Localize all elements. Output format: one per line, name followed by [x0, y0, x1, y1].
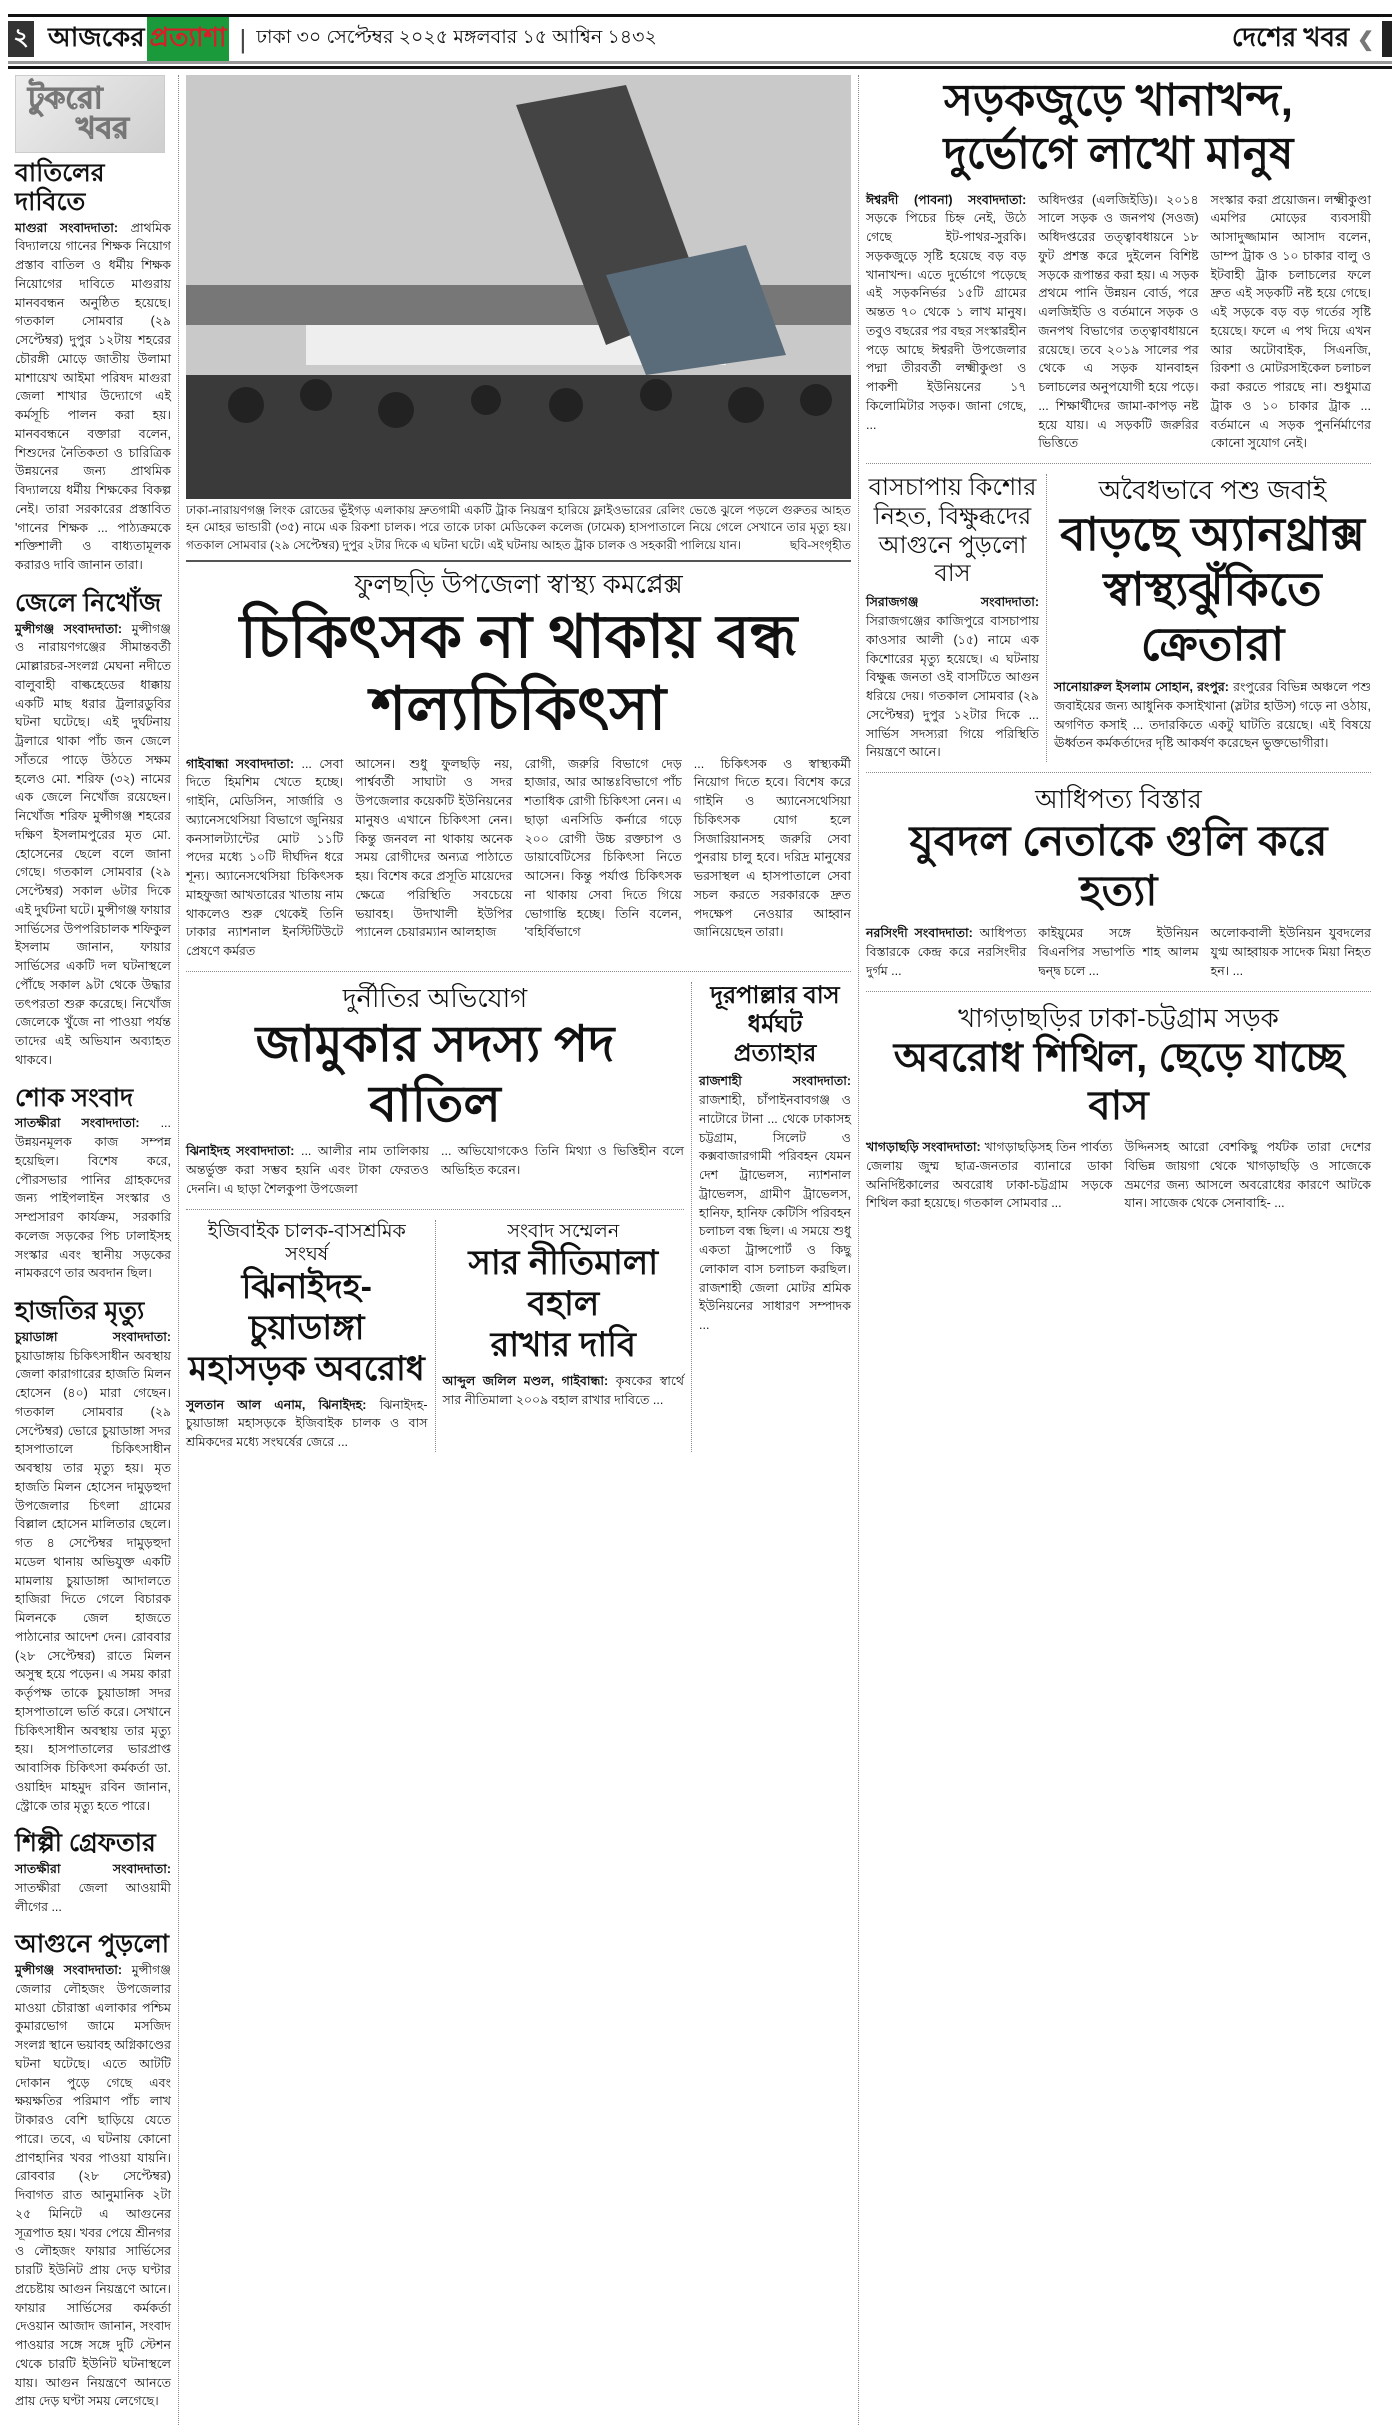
story-body: ঝিনাইদহ-চুয়াডাঙ্গা মহাসড়কে ইজিবাইক চালক ও বাস শ্রমিকদের মধ্যে সংঘর্ষের জেরে ...	[186, 1397, 428, 1450]
headline: বাসচাপায় কিশোর	[868, 474, 1037, 502]
lower-middle-main	[186, 982, 691, 1452]
page-number: ২	[8, 21, 34, 57]
byline: সানোয়ারুল ইসলাম সোহান, রংপুর:	[1054, 680, 1229, 695]
headline: ধর্মঘট	[747, 1010, 803, 1038]
story-jubodal	[866, 783, 1371, 981]
divider	[186, 1209, 684, 1210]
story-body: ... চিকিৎসক ও স্বাস্থ্যকর্মী নিয়োগ দিতে হবে। বিশেষ করে গাইনি ও অ্যানেসথেসিয়া চিকিৎসক যোগ হলে সিজারিয়ানসহ জরুরি সেবা পুনরায় চালু হবে। দরিদ্র মানুষের ভরসাস্থল এ হাসপাতালে সেবা সচল করতে সরকারকে দ্রুত পদক্ষেপ নেওয়ার আহ্বান জানিয়েছেন তারা।	[693, 756, 851, 940]
brief-headline: হাজতির মৃত্যু	[15, 1297, 145, 1325]
byline: গাইবান্ধা সংবাদদাতা:	[186, 756, 295, 771]
story-body: সড়কে পিচের চিহ্ন নেই, উঠে গেছে ইট-পাথর-সুরকি। সড়কজুড়ে সৃষ্টি হয়েছে বড় বড় খানাখন্দ। এতে দুর্ভোগে পড়েছে এই সড়কনির্ভর ১৫টি গ্রামের অন্তত ৭০ থেকে ১ লাখ মানুষ। তবুও বছরের পর বছর সংস্কারহীন পড়ে আছে ঈশ্বরদী উপজেলার পদ্মা তীরবর্তী লক্ষ্মীকুণ্ডা ও পাকশী ইউনিয়নের ১৭ কিলোমিটার সড়ক। জানা গেছে, ...	[866, 211, 1027, 432]
bottom-middle-row	[186, 1220, 684, 1452]
divider	[186, 560, 851, 562]
byline: সাতক্ষীরা সংবাদদাতা:	[15, 1862, 171, 1876]
story-body: রোগী, জরুরি বিভাগে দেড় হাজার, আর আন্তঃবিভাগে পাঁচ শতাধিক রোগী চিকিৎসা নেন। এ ছাড়া এনসিডি কর্নারে গড়ে ২০০ রোগী উচ্চ রক্তচাপ ও ডায়াবেটিসের চিকিৎসা নিতে আসেন। কিন্তু পর্যাপ্ত চিকিৎসক না থাকায় সেবা দিতে গিয়ে ভোগান্তি হচ্ছে। তিনি বলেন, 'বহির্বিভাগে	[524, 756, 682, 940]
brief-body: মুন্সীগঞ্জ জেলার লৌহজং উপজেলার মাওয়া চৌরাস্তা এলাকার পশ্চিম কুমারভোগ জামে মসজিদ সংলগ্ন স্থানে ভয়াবহ অগ্নিকাণ্ডের ঘটনা ঘটেছে। এতে আটটি দোকান পুড়ে গেছে এবং ক্ষয়ক্ষতির পরিমাণ পাঁচ লাখ টাকারও বেশি ছাড়িয়ে যেতে পারে। তবে, এ ঘটনায় কোনো প্রাণহানির খবর পাওয়া যায়নি। রোববার (২৮ সেপ্টেম্বর) দিবাগত রাত আনুমানিক ২টা ২৫ মিনিটে এ আগুনের সূত্রপাত হয়। খবর পেয়ে শ্রীনগর ও লৌহজং ফায়ার সার্ভিসের চারটি ইউনিট প্রায় দেড় ঘণ্টার প্রচেষ্টায় আগুন নিয়ন্ত্রণে আনে। ফায়ার সার্ভিসের কর্মকর্তা দেওয়ান আজাদ জানান, সংবাদ পাওয়ার সঙ্গে সঙ্গে দুটি স্টেশন থেকে চারটি ইউনিট ঘটনাস্থলে যায়। আগুন নিয়ন্ত্রণে আনতে প্রায় দেড় ঘণ্টা সময় লেগেছে।	[15, 1963, 171, 2409]
byline: ঝিনাইদহ সংবাদদাতা:	[186, 1144, 295, 1159]
headline: নিহত, বিক্ষুব্ধদের	[873, 502, 1032, 530]
byline: মুন্সীগঞ্জ সংবাদদাতা:	[15, 621, 123, 636]
section-marker	[1382, 21, 1392, 57]
headline: সার নীতিমালা বহাল	[468, 1244, 659, 1324]
kicker: দুর্নীতির অভিযোগ	[342, 982, 528, 1013]
kicker: ফুলছড়ি উপজেলা স্বাস্থ্য কমপ্লেক্স	[354, 569, 683, 600]
brief-item	[15, 589, 171, 1070]
story-kishore	[866, 474, 1046, 762]
story-body: আসেন। শুধু ফুলছড়ি নয়, পার্শ্ববর্তী সাঘাটা ও সদর উপজেলার কয়েকটি ইউনিয়নের মানুষও এখানে চিকিৎসা নেন। কিন্তু জনবল না থাকায় অনেক সময় রোগীদের অন্যত্র পাঠাতে হয়। বিশেষ করে প্রসূতি মায়েদের ক্ষেত্রে পরিস্থিতি সবচেয়ে ভয়াবহ। উদাখালী ইউপির প্যানেল চেয়ারম্যান আলহাজ	[355, 756, 513, 940]
headline: মহাসড়ক অবরোধ	[188, 1349, 425, 1388]
headline: শল্যচিকিৎসা	[370, 674, 667, 742]
byline: রাজশাহী সংবাদদাতা:	[699, 1074, 851, 1089]
banner-word: খবর	[76, 112, 129, 145]
kicker: অবৈধভাবে পশু জবাই	[1098, 475, 1327, 506]
lower-middle-row	[186, 982, 851, 1452]
story-anthrax	[1046, 474, 1371, 762]
logo-brand: প্রত্যাশা	[147, 17, 230, 61]
brief-item	[15, 1829, 171, 1916]
story-body: উদ্দিনসহ আরো বেশকিছু পর্যটক তারা দেশের বিভিন্ন জায়গা থেকে খাগড়াছড়ি ও সাজেকে ভ্রমণের জন্য আসলে অবরোধের কারণে আটকে যান। সাজেক থেকে সেনাবাহি- ...	[1124, 1140, 1371, 1211]
brief-body: ... উন্নয়নমূলক কাজ সম্পন্ন হয়েছিল। বিশেষ করে, পৌরসভার পানির গ্রাহকদের জন্য পাইপলাইন সংস্কার ও সম্প্রসারণ কার্যক্রম, সরকারি কলেজ সড়কের পিচ ঢালাইসহ সংস্কার এবং স্থানীয় সড়কের নামকরণে তার অবদান ছিল।	[15, 1116, 171, 1281]
story-body: অধিদপ্তর (এলজিইডি)। ২০১৪ সালে সড়ক ও জনপথ (সওজ) অধিদপ্তরের তত্ত্বাবধায়নে ১৮ ফুট প্রশস্ত করে দুইলেন বিশিষ্ট সড়কে রূপান্তর করা হয়। এ সড়ক প্রথমে পানি উন্নয়ন বোর্ড, পরে এলজিইডি ও বর্তমানে সড়ক ও জনপথ বিভাগের তত্ত্বাবধায়নে রয়েছে। তবে ২০১৯ সালের পর থেকে এ সড়ক যানবাহন চলাচলের অনুপযোগী হয়ে পড়ে। ... শিক্ষার্থীদের জামা-কাপড় নষ্ট হয়ে যায়। এ সড়কটি জরুরির ভিত্তিতে	[1038, 192, 1199, 451]
section-title: দেশের খবর	[1231, 22, 1350, 52]
story-body: ... আলীর নাম তালিকায় অন্তর্ভুক্ত করা সম্ভব হয়নি এবং টাকা ফেরতও দেননি। এ ছাড়া শৈলকুপা উপজেলা	[186, 1144, 429, 1196]
masthead	[8, 17, 1392, 61]
section-label	[1232, 17, 1392, 61]
divider	[866, 772, 1371, 773]
story-road-lead	[866, 75, 1371, 453]
headline: স্বাস্থ্যঝুঁকিতে	[1103, 562, 1322, 615]
brief-headline: শোক সংবাদ	[15, 1083, 134, 1112]
byline: চুয়াডাঙ্গা সংবাদদাতা:	[15, 1329, 171, 1344]
brief-item	[15, 1930, 171, 2411]
headline: যুবদল নেতাকে গুলি করে হত্যা	[909, 816, 1328, 914]
brief-body: সাতক্ষীরা জেলা আওয়ামী লীগের ...	[15, 1880, 171, 1914]
story-khagrachari	[866, 1002, 1371, 1214]
divider	[866, 463, 1371, 464]
divider	[866, 991, 1371, 992]
brief-item	[15, 1084, 171, 1284]
headline: বাস	[934, 560, 971, 588]
kicker: ইজিবাইক চালক-বাসশ্রমিক সংঘর্ষ	[207, 1220, 406, 1266]
story-ezbike	[186, 1220, 435, 1452]
headline: দুর্ভোগে লাখো মানুষ	[943, 128, 1294, 178]
byline: মাগুরা সংবাদদাতা:	[15, 220, 118, 235]
headline: চিকিৎসক না থাকায় বন্ধ	[239, 602, 798, 670]
brief-headline: বাতিলের দাবিতে	[15, 159, 105, 216]
kicker: আধিপত্য বিস্তার	[1035, 784, 1202, 815]
brief-headline: জেলে নিখোঁজ	[15, 588, 162, 617]
headline: দূরপাল্লার বাস	[710, 981, 840, 1009]
story-body: ... অভিযোগকেও তিনি মিথ্যা ও ভিত্তিহীন বলে অভিহিত করেন।	[441, 1144, 684, 1178]
divider: |	[239, 23, 247, 54]
kicker: সংবাদ সম্মেলন	[507, 1220, 620, 1242]
chevron-left-icon: ❮	[1357, 28, 1374, 51]
story-bus-strike	[691, 982, 851, 1452]
tukro-khobor-banner	[15, 75, 165, 153]
story-body: সংস্কার করা প্রয়োজন। লক্ষ্মীকুণ্ডা এমপির মোড়ের ব্যবসায়ী আসাদুজ্জামান আসাদ বলেন, ডাম্প ট্রাক ও ১০ চাকার বালু ও ইটবাহী ট্রাক চলাচলের ফলে দ্রুত এই সড়কটি নষ্ট হয়ে গেছে। এই সড়কে বড় বড় গর্তের সৃষ্টি হয়েছে। ফলে এ পথ দিয়ে এখন আর অটোবাইক, সিএনজি, রিকশা ও মোটরসাইকেল চলাচল করা করতে পারছে না। শুধুমাত্র ট্রাক ও ১০ চাকার ট্রাক ... বর্তমানে এ সড়ক পুনর্নির্মাণের কোনো সুযোগ নেই।	[1210, 192, 1371, 451]
divider	[186, 971, 851, 972]
newspaper-logo[interactable]	[48, 17, 229, 61]
headline: ঝিনাইদহ-চুয়াডাঙ্গা	[241, 1268, 372, 1347]
byline: আব্দুল জলিল মণ্ডল, গাইবান্ধা:	[442, 1373, 609, 1388]
story-body: খাগড়াছড়িসহ তিন পার্বত্য জেলায় জুম্ম ছাত্র-জনতার ব্যানারে ডাকা অনির্দিষ্টকালের অবরোধ ঢাকা-চট্টগ্রাম সড়কে শিথিল করা হয়েছে। গতকাল সোমবার ...	[866, 1140, 1113, 1211]
headline: বাড়ছে অ্যানথ্রাক্স	[1060, 507, 1365, 560]
byline: সাতক্ষীরা সংবাদদাতা:	[15, 1116, 140, 1131]
brief-body: চুয়াডাঙ্গায় চিকিৎসাধীন অবস্থায় জেলা কারাগারের হাজতি মিলন হোসেন (৪০) মারা গেছেন। গতকাল সোমবার (২৯ সেপ্টেম্বর) ভোরে চুয়াডাঙ্গা সদর হাসপাতালে চিকিৎসাধীন অবস্থায় তার মৃত্যু হয়। মৃত হাজতি মিলন হোসেন দামুড়হুদা উপজেলার চিৎলা গ্রামের বিল্লাল হোসেন মালিতার ছেলে। গত ৪ সেপ্টেম্বর দামুড়হুদা মডেল থানায় অভিযুক্ত একটি মামলায় চুয়াডাঙ্গা আদালতে হাজিরা দিতে গেলে বিচারক মিলনকে জেল হাজতে পাঠানোর আদেশ দেন। রোববার (২৮ সেপ্টেম্বর) রাতে মিলন অসুস্থ হয়ে পড়েন। এ সময় কারা কর্তৃপক্ষ তাকে চুয়াডাঙ্গা সদর হাসপাতালে ভর্তি করে। সেখানে চিকিৎসাধীন অবস্থায় তার মৃত্যু হয়। হাসপাতালের ভারপ্রাপ্ত আবাসিক চিকিৎসা কর্মকর্তা ডা. ওয়াহিদ মাহমুদ রবিন জানান, স্ট্রোকে তার মৃত্যু হতে পারে।	[15, 1348, 171, 1813]
middle-column	[178, 75, 858, 2425]
headline: রাখার দাবি	[490, 1326, 636, 1365]
story-body: রংপুরের বিভিন্ন অঞ্চলে পশু জবাইয়ের জন্য আধুনিক কসাইখানা (স্লটার হাউস) গড়ে না ওঠায়, অগণিত কসাই ... তদারকিতে একটু ঘাটতি রয়েছে। এই বিষয়ে ঊর্ধ্বতন কর্মকর্তাদের দৃষ্টি আকর্ষণ করেছেন ভুক্তভোগীরা।	[1054, 680, 1371, 751]
brief-body: মুন্সীগঞ্জ ও নারায়ণগঞ্জের সীমান্তবর্তী মোল্লারচর-সংলগ্ন মেঘনা নদীতে বালুবাহী বাল্কহেডের ধাক্কায় একটি মাছ ধরার ট্রলারডুবির ঘটনা ঘটেছে। এই দুর্ঘটনায় ট্রলারে থাকা পাঁচ জন জেলে সাঁতরে পাড়ে উঠতে সক্ষম হলেও মো. শরিফ (৩২) নামের এক জেলে নিখোঁজ রয়েছেন। নিখোঁজ শরিফ মুন্সীগঞ্জ শহরের দক্ষিণ ইসলামপুরের মৃত মো. হোসেনের ছেলে বলে জানা গেছে। গতকাল সোমবার (২৯ সেপ্টেম্বর) সকাল ৬টার দিকে এই দুর্ঘটনা ঘটে। মুন্সীগঞ্জ ফায়ার সার্ভিসের উপপরিচালক শফিকুল ইসলাম জানান, ফায়ার সার্ভিসের একটি দল ঘটনাস্থলে পৌঁছে সকাল ৯টা থেকে উদ্ধার তৎপরতা শুরু করেছে। নিখোঁজ জেলেকে খুঁজে না পাওয়া পর্যন্ত তাদের এই অভিযান অব্যাহত থাকবে।	[15, 621, 171, 1067]
story-body: আধিপত্য বিস্তারকে কেন্দ্র করে নরসিংদীর দুর্গম ...	[866, 926, 1027, 978]
sidebar-column	[8, 75, 178, 2425]
headline: আগুনে পুড়লো	[878, 531, 1027, 559]
story-jamuka	[186, 982, 684, 1199]
photo-illustration	[186, 75, 851, 499]
headline: অবরোধ শিথিল, ছেড়ে যাচ্ছে বাস	[893, 1036, 1344, 1129]
byline: ঈশ্বরদী (পাবনা) সংবাদদাতা:	[866, 192, 1027, 207]
photo-caption	[186, 502, 851, 554]
brief-body: প্রাথমিক বিদ্যালয়ে গানের শিক্ষক নিয়োগ প্রস্তাব বাতিল ও ধর্মীয় শিক্ষক নিয়োগের দাবিতে মাগুরায় মানববন্ধন অনুষ্ঠিত হয়েছে। গতকাল সোমবার (২৯ সেপ্টেম্বর) দুপুর ১২টায় শহরের চৌরঙ্গী মোড়ে জাতীয় উলামা মাশায়েখ আইমা পরিষদ মাগুরা জেলা শাখার উদ্যোগে এই কর্মসূচি পালন করা হয়। মানববন্ধনে বক্তারা বলেন, শিশুদের নৈতিকতা ও চারিত্রিক উন্নয়নের জন্য প্রাথমিক বিদ্যালয়ে ধর্মীয় শিক্ষকের বিকল্প নেই। তারা সরকারের প্রস্তাবিত 'গানের শিক্ষক ... পাঠ্যক্রমকে শক্তিশালী ও বাধ্যতামূলক করারও দাবি জানান তারা।	[15, 220, 171, 572]
kicker: খাগড়াছড়ির ঢাকা-চট্টগ্রাম সড়ক	[958, 1002, 1279, 1033]
byline: মুন্সীগঞ্জ সংবাদদাতা:	[15, 1963, 123, 1977]
headline: প্রত্যাহার	[733, 1039, 817, 1067]
story-body: কৃষকের স্বার্থে সার নীতিমালা ২০০৯ বহাল রাখার দাবিতে ...	[442, 1373, 684, 1407]
news-photo-truck-flyover[interactable]	[186, 75, 851, 499]
byline: নরসিংদী সংবাদদাতা:	[866, 926, 973, 941]
story-fertilizer	[435, 1220, 685, 1452]
right-column	[858, 75, 1378, 2425]
masthead-rule-bottom	[8, 61, 1392, 69]
story-body: ... সেবা দিতে হিমশিম খেতে হচ্ছে। গাইনি, মেডিসিন, সার্জারি ও অ্যানেসথেসিয়া বিভাগে জুনিয়র কনসালট্যান্টের মোট ১১টি পদের মধ্যে ১০টি দীর্ঘদিন ধরে শূন্য। অ্যানেসথেসিয়া চিকিৎসক মাহফুজা আখতারের খাতায় নাম থাকলেও শুরু থেকেই তিনি ঢাকার ন্যাশনাল ইনস্টিটিউটে প্রেষণে কর্মরত	[186, 756, 344, 959]
date-line: ঢাকা ৩০ সেপ্টেম্বর ২০২৫ মঙ্গলবার ১৫ আশ্বিন ১৪৩২	[256, 27, 657, 48]
byline: খাগড়াছড়ি সংবাদদাতা:	[866, 1140, 981, 1155]
brief-item	[15, 1297, 171, 1815]
right-middle-row	[866, 474, 1371, 762]
byline: সিরাজগঞ্জ সংবাদদাতা:	[866, 595, 1039, 610]
banner-word: টুকরো	[28, 82, 103, 115]
story-body: অলোকবালী ইউনিয়ন যুবদলের যুগ্ম আহ্বায়ক সাদেক মিয়া নিহত হন। ...	[1210, 926, 1371, 978]
logo-prefix: আজকের	[48, 22, 145, 52]
headline: জামুকার সদস্য পদ বাতিল	[255, 1016, 615, 1133]
headline: ক্রেতারা	[1140, 617, 1285, 670]
story-body: সিরাজগঞ্জের কাজিপুরে বাসচাপায় কাওসার আলী (১৫) নামে এক কিশোরের মৃত্যু হয়েছে। এ ঘটনায় বিক্ষুব্ধ জনতা ওই বাসটিতে আগুন ধরিয়ে দেয়। গতকাল সোমবার (২৯ সেপ্টেম্বর) দুপুর ১২টার দিকে ... সার্ভিস সদস্যরা গিয়ে পরিস্থিতি নিয়ন্ত্রণে আনে।	[866, 614, 1039, 760]
brief-headline: আগুনে পুড়লো	[15, 1930, 169, 1959]
headline: সড়কজুড়ে খানাখন্দ,	[943, 76, 1294, 125]
story-surgery	[186, 568, 851, 961]
story-body: কাইয়ুমের সঙ্গে ইউনিয়ন বিএনপির সভাপতি শাহ আলম দ্বন্দ্ব চলে ...	[1038, 926, 1199, 978]
brief-headline: শিল্পী গ্রেফতার	[15, 1829, 156, 1858]
page-columns	[8, 75, 1392, 2425]
story-body: রাজশাহী, চাঁপাইনবাবগঞ্জ ও নাটোরে টানা ... থেকে ঢাকাসহ চট্টগ্রাম, সিলেট ও কক্সবাজারগামী পরিবহন যেমন দেশ ট্রাভেলস, ন্যাশনাল ট্রাভেলস, গ্রামীণ ট্রাভেলস, হানিফ, হানিফ কেটিসি পরিবহন চলাচল বন্ধ ছিল। এ সময়ে শুধু একতা ট্রান্সপোর্ট ও কিছু লোকাল বাস চলাচল করছিল। রাজশাহী জেলা মোটর শ্রমিক ইউনিয়নের সাধারণ সম্পাদক ...	[699, 1093, 851, 1333]
photo-credit: ছবি-সংগৃহীত	[789, 537, 851, 552]
byline: সুলতান আল এনাম, ঝিনাইদহ:	[186, 1397, 367, 1412]
caption-text: ঢাকা-নারায়ণগঞ্জ লিংক রোডের ভূঁইগড় এলাকায় দ্রুতগামী একটি ট্রাক নিয়ন্ত্রণ হারিয়ে ফ্লাইওভারের রেলিং ভেঙে ঝুলে পড়লে গুরুতর আহত হন মোহর ভান্ডারী (৩৫) নামে এক রিকশা চালক। পরে তাকে ঢাকা মেডিকেল কলেজ (ঢামেক) হাসপাতালে নিয়ে গেলে সেখানে তার মৃত্যু হয়। গতকাল সোমবার (২৯ সেপ্টেম্বর) দুপুর ২টার দিকে এ ঘটনা ঘটে। এই ঘটনায় আহত ট্রাক চালক ও সহকারী পালিয়ে যান।	[186, 503, 851, 552]
brief-item	[15, 159, 171, 575]
